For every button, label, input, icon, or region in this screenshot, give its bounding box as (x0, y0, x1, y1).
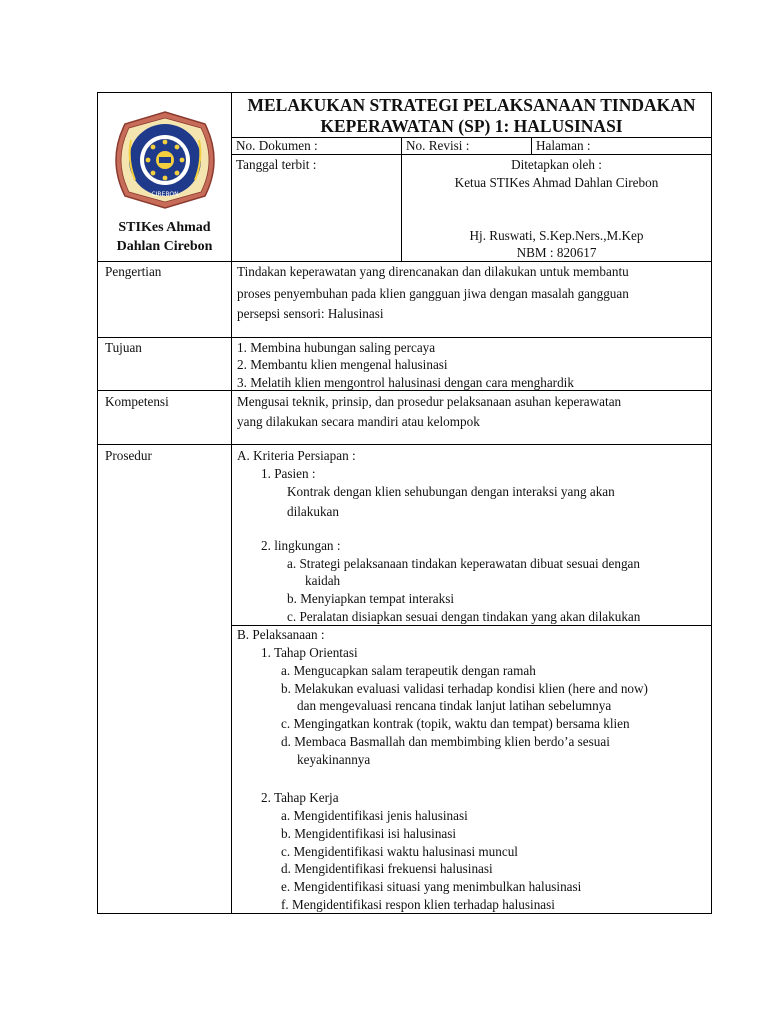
prosedur-b1-item: c. Mengingatkan kontrak (topik, waktu dan tempat) bersama klien (281, 716, 630, 731)
halaman-label: Halaman : (536, 138, 591, 153)
prosedur-b2-item: c. Mengidentifikasi waktu halusinasi muncul (281, 844, 518, 859)
prosedur-b2-title: 2. Tahap Kerja (261, 790, 339, 805)
institution-logo (105, 110, 225, 210)
prosedur-a1-line2: dilakukan (287, 504, 340, 519)
prosedur-a1-line1: Kontrak dengan klien sehubungan dengan interaksi yang akan (287, 484, 615, 499)
document-title-line2: KEPERAWATAN (SP) 1: HALUSINASI (320, 116, 623, 136)
pengertian-label: Pengertian (105, 264, 162, 279)
prosedur-a-title: A. Kriteria Persiapan : (237, 448, 356, 463)
table-border-top (97, 92, 712, 93)
tujuan-item: 3. Melatih klien mengontrol halusinasi dengan cara menghardik (237, 375, 574, 390)
prosedur-label: Prosedur (105, 448, 152, 463)
row-divider-pengertian (97, 337, 712, 338)
kompetensi-text-line1: Mengusai teknik, prinsip, dan prosedur pelaksanaan asuhan keperawatan (237, 394, 622, 409)
prosedur-a2-title: 2. lingkungan : (261, 538, 341, 553)
prosedur-b-title: B. Pelaksanaan : (237, 627, 325, 642)
table-border-right (711, 92, 712, 914)
pengertian-text-line1: Tindakan keperawatan yang direncanakan dan dilakukan untuk membantu (237, 264, 629, 279)
kompetensi-text-line2: yang dilakukan secara mandiri atau kelompok (237, 414, 480, 429)
tanggal-terbit-label: Tanggal terbit : (236, 157, 317, 172)
prosedur-b2-item: a. Mengidentifikasi jenis halusinasi (281, 808, 468, 823)
column-divider (231, 92, 232, 914)
ketua-label: Ketua STIKes Ahmad Dahlan Cirebon (454, 175, 659, 190)
prosedur-a2-item: c. Peralatan disiapkan sesuai dengan tindakan yang akan dilakukan (287, 609, 641, 624)
row-divider-kompetensi (97, 444, 712, 445)
prosedur-a2-item: b. Menyiapkan tempat interaksi (287, 591, 454, 606)
ditetapkan-label: Ditetapkan oleh : (511, 157, 602, 172)
prosedur-b2-item: d. Mengidentifikasi frekuensi halusinasi (281, 861, 493, 876)
prosedur-b1-item: b. Melakukan evaluasi validasi terhadap kondisi klien (here and now) (281, 681, 648, 696)
prosedur-b2-item: f. Mengidentifikasi respon klien terhadap halusinasi (281, 897, 555, 912)
prosedur-b1-item: d. Membaca Basmallah dan membimbing klien berdo’a sesuai (281, 734, 610, 749)
tujuan-item: 2. Membantu klien mengenal halusinasi (237, 357, 448, 372)
prosedur-a2-item: a. Strategi pelaksanaan tindakan keperawatan dibuat sesuai dengan (287, 556, 640, 571)
org-name-line1: STIKes Ahmad (118, 220, 211, 235)
prosedur-b1-title: 1. Tahap Orientasi (261, 645, 358, 660)
prosedur-b1-item-cont: dan mengevaluasi rencana tindak lanjut latihan sebelumnya (297, 698, 612, 713)
no-revisi-label: No. Revisi : (406, 138, 470, 153)
prosedur-b1-item-cont: keyakinannya (297, 752, 371, 767)
document-title-line1: MELAKUKAN STRATEGI PELAKSANAAN TINDAKAN (247, 95, 696, 115)
no-dokumen-label: No. Dokumen : (236, 138, 318, 153)
tujuan-item: 1. Membina hubungan saling percaya (237, 340, 436, 355)
prosedur-a1-title: 1. Pasien : (261, 466, 316, 481)
pengertian-text-line2: proses penyembuhan pada klien gangguan jiwa dengan masalah gangguan (237, 286, 629, 301)
col-divider-halaman (531, 137, 532, 155)
pengertian-text-line3: persepsi sensori: Halusinasi (237, 306, 384, 321)
prosedur-a2-item-cont: kaidah (305, 573, 341, 588)
org-name-line2: Dahlan Cirebon (116, 239, 213, 254)
row-divider-header-end (97, 261, 712, 262)
logo-bottom-text: CIREBON (151, 191, 179, 198)
kompetensi-label: Kompetensi (105, 394, 169, 409)
prosedur-b1-item: a. Mengucapkan salam terapeutik dengan ramah (281, 663, 536, 678)
col-divider-revisi (401, 137, 402, 155)
table-border-left (97, 92, 98, 914)
tujuan-label: Tujuan (105, 340, 142, 355)
signer-nbm: NBM : 820617 (516, 245, 597, 260)
row-divider-dokumen (231, 154, 712, 155)
table-border-bottom (97, 913, 712, 914)
prosedur-b2-item: e. Mengidentifikasi situasi yang menimbulkan halusinasi (281, 879, 582, 894)
signer-name: Hj. Ruswati, S.Kep.Ners.,M.Kep (469, 228, 644, 243)
prosedur-b2-item: b. Mengidentifikasi isi halusinasi (281, 826, 457, 841)
